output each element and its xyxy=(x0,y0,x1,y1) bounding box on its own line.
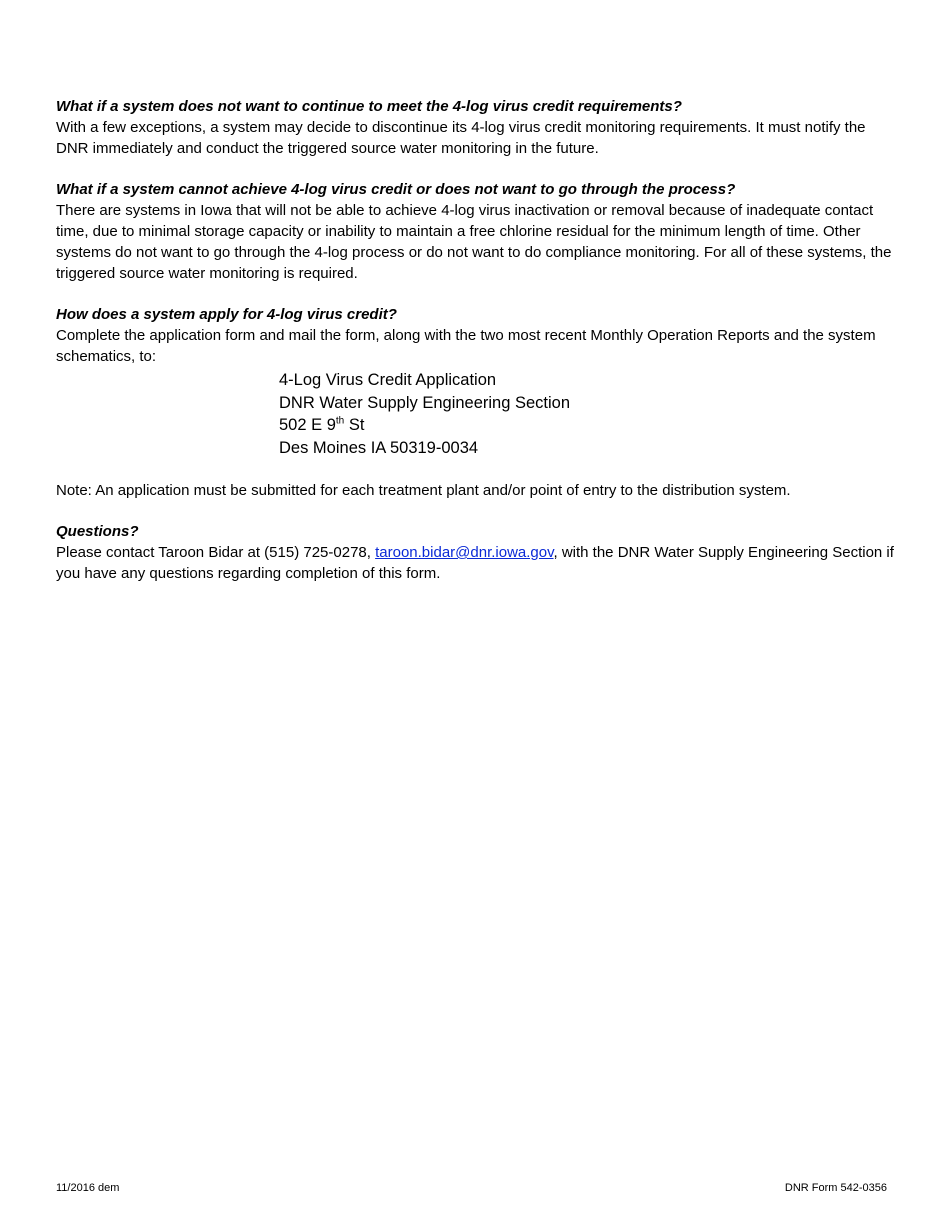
contact-text: Please contact Taroon Bidar at (515) 725-0278, xyxy=(56,544,376,561)
footer-form-number: DNR Form 542-0356 xyxy=(784,1182,887,1194)
address-line-3 xyxy=(279,414,896,437)
section-2-answer: There are systems in Iowa that will not be able to achieve 4-log virus inactivation or removal because of inadequate contact time, due to minimal storage capacity or inability to maintain a free chlorine residual for the minimum length of time. Other systems do not want to go through the 4-log process or do not want to do compliance monitoring. For all of these systems, the triggered source water monitoring is required. xyxy=(56,202,892,282)
section-4-answer xyxy=(56,542,896,584)
mailing-address xyxy=(279,369,896,459)
address-line-2: DNR Water Supply Engineering Section xyxy=(279,393,571,412)
address-ordinal: th xyxy=(335,415,345,427)
address-street: 502 E 9 xyxy=(279,416,336,434)
section-4-question: Questions? xyxy=(56,523,139,540)
document-body xyxy=(56,96,896,584)
section-3-question: How does a system apply for 4-log virus credit? xyxy=(56,306,397,323)
section-1-question: What if a system does not want to continue to meet the 4-log virus credit requirements? xyxy=(56,98,682,115)
address-street-suffix: St xyxy=(344,416,365,434)
contact-text-end: , with the DNR Water Supply Engineering Section if you have any questions regarding completion of this form. xyxy=(56,544,894,582)
section-1-answer: With a few exceptions, a system may decide to discontinue its 4-log virus credit monitoring requirements. It must notify the DNR immediately and conduct the triggered source water monitoring in the future. xyxy=(56,119,866,157)
address-line-1: 4-Log Virus Credit Application xyxy=(279,371,497,389)
address-line-4: Des Moines IA 50319-0034 xyxy=(279,438,479,457)
email-link[interactable]: taroon.bidar@dnr.iowa.gov xyxy=(375,544,554,561)
section-3-answer: Complete the application form and mail the form, along with the two most recent Monthly Operation Reports and the system schematics, to: xyxy=(56,327,876,365)
section-2-question: What if a system cannot achieve 4-log virus credit or does not want to go through the process? xyxy=(56,181,736,198)
footer-date: 11/2016 dem xyxy=(56,1182,120,1194)
note-text: Note: An application must be submitted for each treatment plant and/or point of entry to the distribution system. xyxy=(56,482,791,499)
